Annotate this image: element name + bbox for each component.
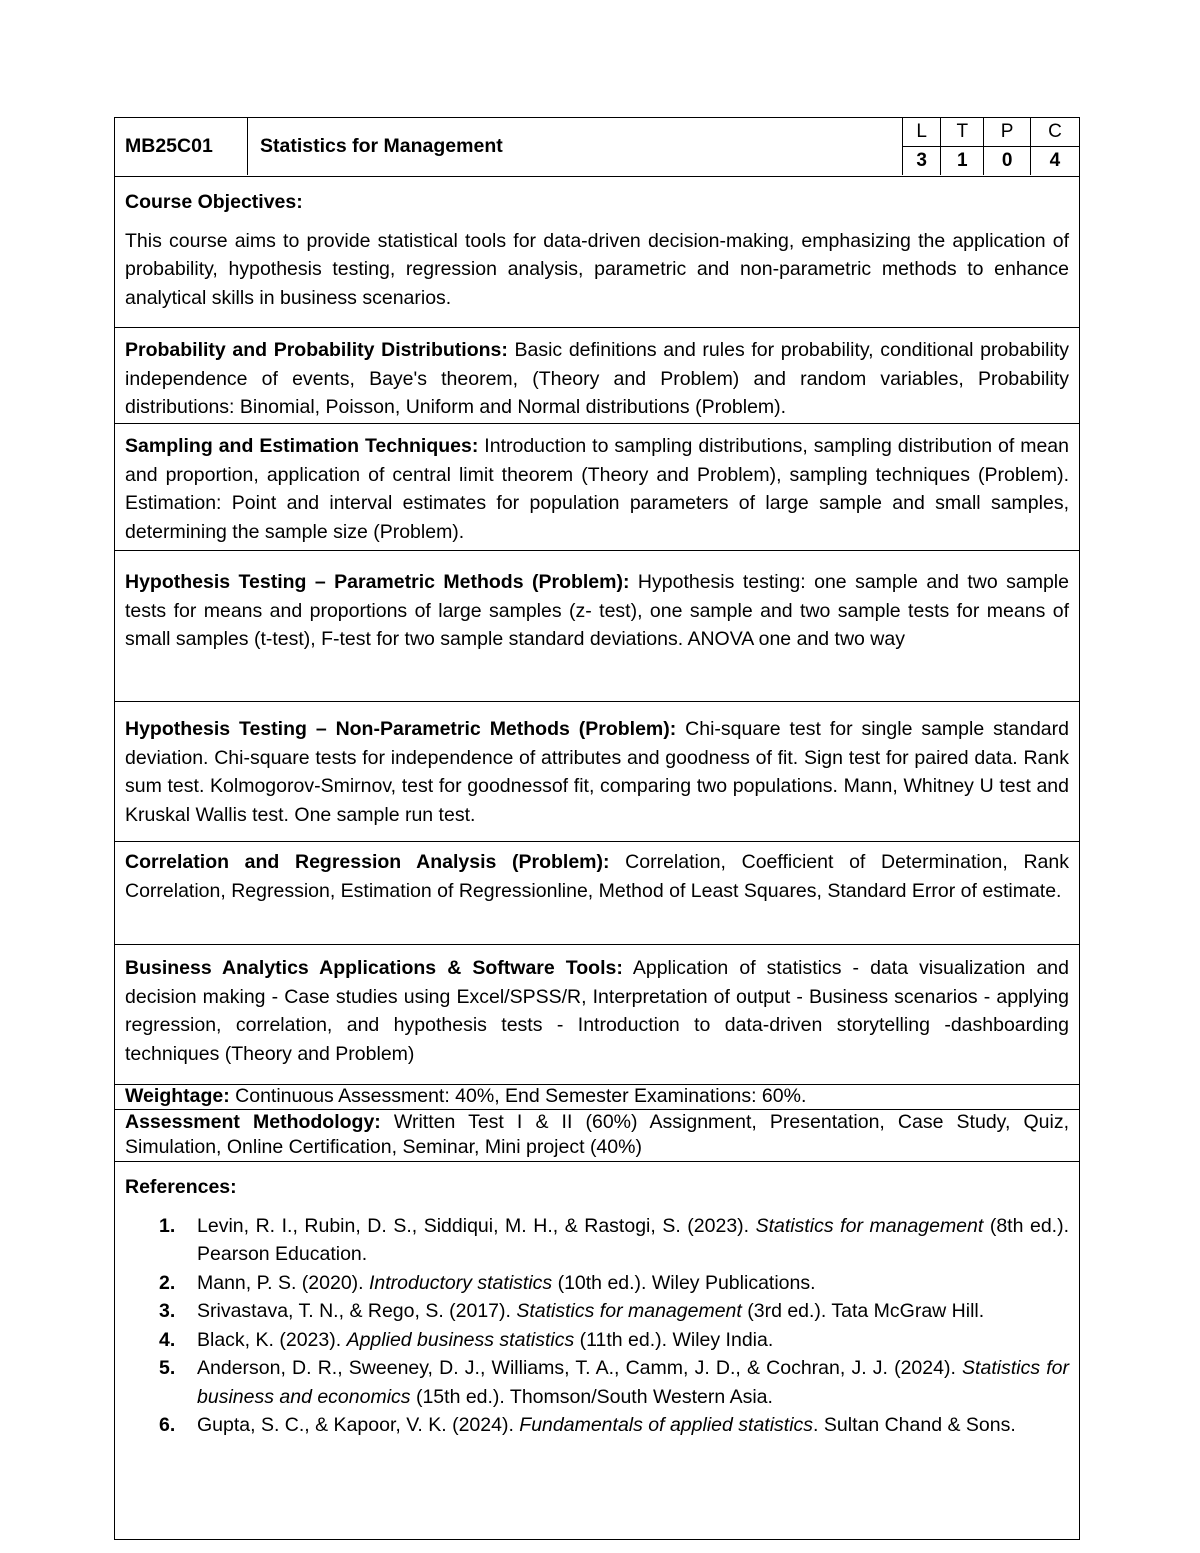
ltpc-header-c: C <box>1030 118 1079 147</box>
unit-title: Business Analytics Applications & Software Tools: <box>125 957 623 979</box>
ltpc-value-l: 3 <box>903 147 941 176</box>
course-code: MB25C01 <box>115 118 248 175</box>
ltpc-header-p: P <box>984 118 1031 147</box>
weightage-row <box>115 1085 1079 1110</box>
reference-publisher: (15th ed.). Thomson/South Western Asia. <box>410 1385 773 1408</box>
references-heading: References: <box>125 1176 237 1198</box>
reference-publisher: . Sultan Chand & Sons. <box>813 1414 1016 1436</box>
assessment-row <box>115 1110 1079 1162</box>
reference-authors: Mann, P. S. (2020). <box>197 1271 369 1294</box>
reference-title: Applied business statistics <box>346 1328 575 1351</box>
reference-publisher: (11th ed.). Wiley India. <box>574 1328 774 1351</box>
ltpc-grid <box>902 118 1079 175</box>
unit-text <box>115 432 1079 546</box>
reference-title: Introductory statistics <box>369 1271 553 1294</box>
assessment-text <box>115 1110 1079 1160</box>
unit-body: Hypothesis testing: one sample and two sample tests for means and proportions of large samples (z- test), one sample and two sample tests for means of small samples (t-test), F-test for two sample standard deviations. ANOVA one and two way <box>125 571 1069 650</box>
reference-number: 2. <box>159 1271 176 1294</box>
reference-authors: Srivastava, T. N., & Rego, S. (2017). <box>197 1300 517 1322</box>
reference-title: Statistics for management <box>755 1214 984 1237</box>
unit-title: Hypothesis Testing – Non-Parametric Methods (Problem): <box>125 718 677 740</box>
reference-authors: Anderson, D. R., Sweeney, D. J., Williams, T. A., Camm, J. D., & Cochran, J. J. (2024). <box>197 1357 963 1379</box>
unit-title: Sampling and Estimation Techniques: <box>125 435 479 457</box>
reference-title: Fundamentals of applied statistics <box>519 1414 814 1436</box>
ltpc-value-c: 4 <box>1030 147 1079 176</box>
reference-number: 4. <box>159 1328 176 1351</box>
unit-text <box>115 715 1079 829</box>
unit-1 <box>115 328 1079 424</box>
reference-number: 1. <box>159 1214 176 1237</box>
reference-item <box>115 1326 1069 1355</box>
ltpc-header-l: L <box>903 118 941 147</box>
reference-number: 6. <box>159 1414 176 1436</box>
unit-body: Correlation, Coefficient of Determination, Rank Correlation, Regression, Estimation of Regressionline, Method of Least Squares, Standard Error of estimate. <box>125 851 1069 902</box>
reference-item <box>115 1411 1069 1440</box>
course-objectives <box>115 177 1079 328</box>
weightage-value: Continuous Assessment: 40%, End Semester Examinations: 60%. <box>229 1085 807 1107</box>
reference-item <box>115 1269 1069 1298</box>
assessment-value: Written Test I & II (60%) Assignment, Presentation, Case Study, Quiz, Simulation, Online Certification, Seminar, Mini project (40%) <box>125 1111 1069 1158</box>
reference-number: 5. <box>159 1357 176 1379</box>
unit-title: Probability and Probability Distributions: <box>125 339 508 361</box>
reference-publisher: (8th ed.). Pearson Education. <box>197 1214 1069 1265</box>
unit-4 <box>115 702 1079 842</box>
reference-authors: Levin, R. I., Rubin, D. S., Siddiqui, M. H., & Rastogi, S. (2023). <box>197 1214 756 1237</box>
assessment-label: Assessment Methodology: <box>125 1111 381 1133</box>
reference-item <box>115 1297 1069 1326</box>
unit-title: Hypothesis Testing – Parametric Methods (Problem): <box>125 571 630 593</box>
course-header <box>115 118 1079 177</box>
ltpc-value-t: 1 <box>941 147 984 176</box>
unit-5 <box>115 842 1079 945</box>
unit-3 <box>115 551 1079 702</box>
reference-number: 3. <box>159 1300 176 1322</box>
unit-body: Application of statistics - data visualization and decision making - Case studies using Excel/SPSS/R, Interpretation of output - Business scenarios - applying regression, correlation, and hypothesis tests - Introduction to data-driven storytelling -dashboarding techniques (Theory and Problem) <box>125 957 1069 1065</box>
unit-text <box>115 336 1079 422</box>
objectives-text: This course aims to provide statistical tools for data-driven decision-making, emphasizing the application of probability, hypothesis testing, regression analysis, parametric and non-parametric methods to enhance analytical skills in business scenarios. <box>125 229 1069 309</box>
unit-6 <box>115 945 1079 1085</box>
syllabus-table <box>114 117 1080 1540</box>
reference-title: Statistics for business and economics <box>197 1357 1069 1408</box>
references-list <box>115 1212 1079 1440</box>
unit-body: Introduction to sampling distributions, sampling distribution of mean and proportion, application of central limit theorem (Theory and Problem), sampling techniques (Problem). Estimation: Point and interval estimates for population parameters of large sample and small samples, determining the sample size (Problem). <box>125 435 1069 543</box>
reference-title: Statistics for management <box>516 1300 742 1322</box>
reference-publisher: (10th ed.). Wiley Publications. <box>552 1271 816 1294</box>
reference-authors: Gupta, S. C., & Kapoor, V. K. (2024). <box>197 1414 520 1436</box>
ltpc-value-p: 0 <box>984 147 1031 176</box>
weightage-text <box>115 1085 1079 1108</box>
course-title: Statistics for Management <box>260 135 503 158</box>
weightage-label: Weightage: <box>125 1085 230 1107</box>
references-section <box>115 1162 1079 1537</box>
objectives-heading: Course Objectives: <box>125 191 303 213</box>
unit-2 <box>115 424 1079 551</box>
reference-item <box>115 1354 1069 1411</box>
ltpc-header-t: T <box>941 118 984 147</box>
unit-body: Chi-square test for single sample standard deviation. Chi-square tests for independence of attributes and goodness of fit. Sign test for paired data. Rank sum test. Kolmogorov-Smirnov, test for goodnessof fit, comparing two populations. Mann, Whitney U test and Kruskal Wallis test. One sample run test. <box>125 718 1069 826</box>
reference-authors: Black, K. (2023). <box>197 1328 347 1351</box>
unit-title: Correlation and Regression Analysis (Problem): <box>125 851 610 873</box>
reference-item <box>115 1212 1069 1269</box>
reference-publisher: (3rd ed.). Tata McGraw Hill. <box>741 1300 985 1322</box>
unit-text <box>115 568 1079 654</box>
unit-text <box>115 848 1079 905</box>
unit-text <box>115 954 1079 1068</box>
unit-body: Basic definitions and rules for probability, conditional probability independence of events, Baye's theorem, (Theory and Problem) and random variables, Probability distributions: Binomial, Poisson, Uniform and Normal distributions (Problem). <box>125 339 1069 418</box>
